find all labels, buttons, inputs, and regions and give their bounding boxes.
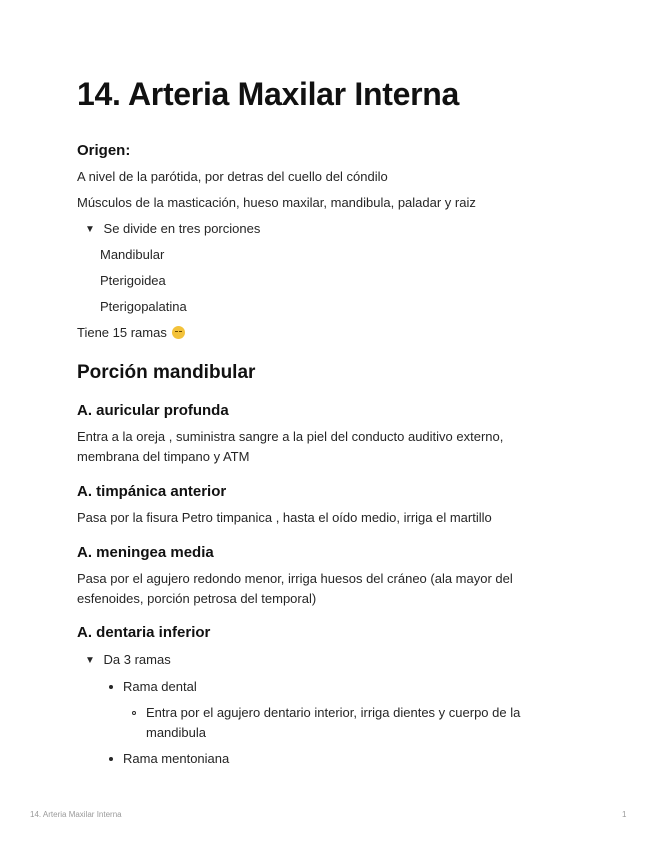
toggle-portions[interactable] bbox=[85, 219, 260, 241]
footer-title: 14. Arteria Maxilar Interna bbox=[30, 810, 122, 819]
portion-item: Pterigoidea bbox=[100, 273, 166, 288]
artery-description: Pasa por el agujero redondo menor, irriga huesos del cráneo (ala mayor del esfenoides, porción petrosa del temporal) bbox=[77, 571, 513, 606]
smirk-face-icon bbox=[172, 326, 185, 339]
bullet-icon bbox=[109, 757, 113, 761]
list-item: Rama dental bbox=[123, 679, 197, 694]
page-title: 14. Arteria Maxilar Interna bbox=[77, 76, 459, 112]
portion-item: Mandibular bbox=[100, 247, 165, 262]
portion-item: Pterigopalatina bbox=[100, 299, 187, 314]
origin-line-1: A nivel de la parótida, por detras del cuello del cóndilo bbox=[77, 169, 388, 184]
toggle-branches[interactable] bbox=[85, 650, 171, 672]
list-item: Rama mentoniana bbox=[123, 751, 230, 766]
artery-heading: A. meningea media bbox=[77, 544, 214, 561]
bullet-icon bbox=[109, 685, 113, 689]
sub-bullet-icon bbox=[132, 711, 136, 715]
page-number: 1 bbox=[622, 810, 627, 819]
origin-line-2: Músculos de la masticación, hueso maxilar, mandibula, paladar y raiz bbox=[77, 195, 476, 210]
artery-heading: A. dentaria inferior bbox=[77, 624, 211, 641]
list-item-detail: Entra por el agujero dentario interior, irriga dientes y cuerpo de la mandibula bbox=[146, 705, 521, 740]
toggle-portions-label: Se divide en tres porciones bbox=[103, 221, 261, 236]
artery-description: Pasa por la fisura Petro timpanica , hasta el oído medio, irriga el martillo bbox=[77, 510, 492, 525]
toggle-branches-label: Da 3 ramas bbox=[103, 652, 171, 667]
artery-heading: A. timpánica anterior bbox=[77, 483, 227, 500]
section-heading: Porción mandibular bbox=[77, 362, 256, 383]
branch-count-text: Tiene 15 ramas bbox=[77, 325, 167, 340]
artery-heading: A. auricular profunda bbox=[77, 402, 229, 419]
origin-heading: Origen: bbox=[77, 142, 131, 159]
artery-description: Entra a la oreja , suministra sangre a la piel del conducto auditivo externo, membrana del timpano y ATM bbox=[77, 429, 504, 464]
branch-count bbox=[77, 323, 185, 343]
